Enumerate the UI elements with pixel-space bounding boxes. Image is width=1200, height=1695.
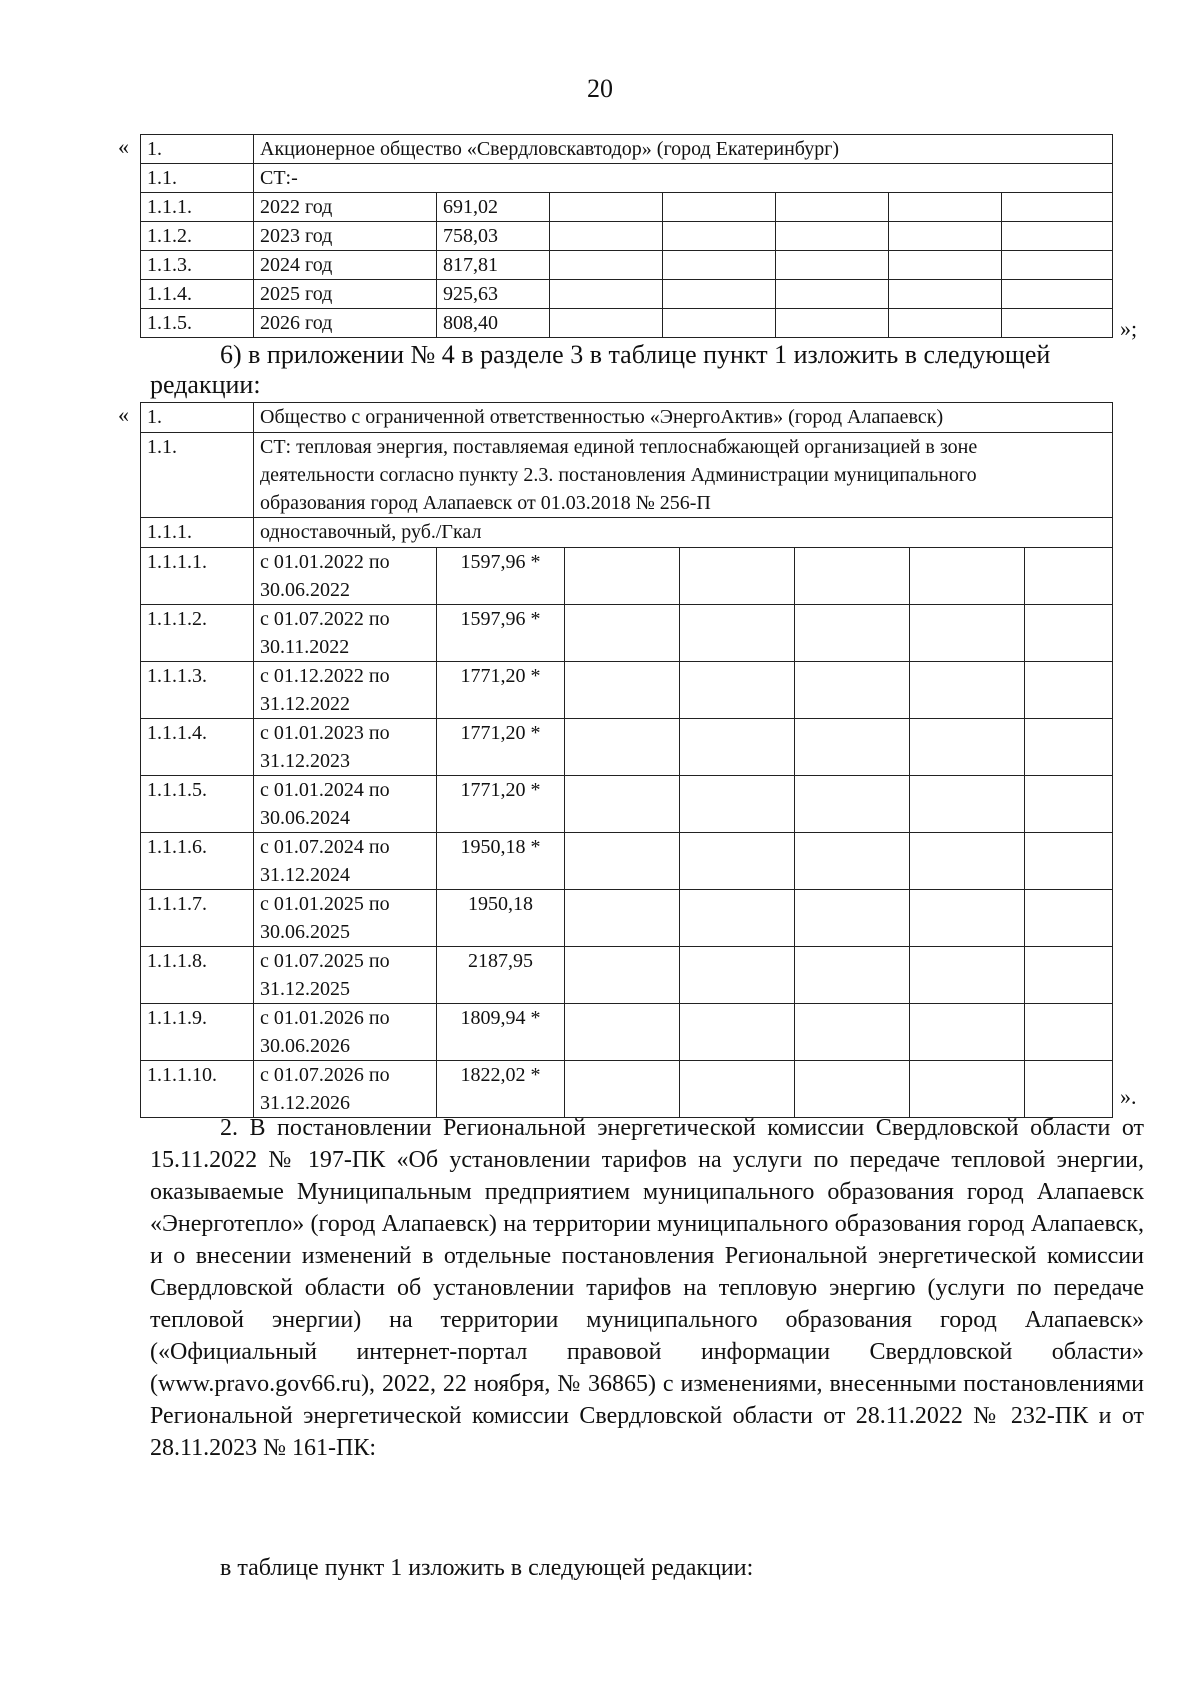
table-row [141,890,1113,947]
period-end: 30.06.2026 [260,1035,350,1057]
period-cell [254,605,437,662]
period-start: с 01.07.2022 по [260,608,390,630]
table-row [141,433,1113,518]
table-row [141,309,1113,338]
period-start: с 01.01.2025 по [260,893,390,915]
page-number: 20 [587,74,613,103]
value-cell: 2187,95 [437,947,565,1004]
st-label: СТ:- [254,164,1113,193]
row-number: 1.1. [141,433,254,518]
period-end: 30.06.2024 [260,807,350,829]
paragraph-last: в таблице пункт 1 изложить в следующей редакции: [220,1555,754,1581]
period-start: с 01.01.2024 по [260,779,390,801]
row-number: 1.1.3. [141,251,254,280]
value-cell: 1822,02 * [437,1061,565,1118]
table-row [141,164,1113,193]
period-end: 30.11.2022 [260,636,350,658]
period-start: с 01.01.2022 по [260,551,390,573]
row-number: 1.1.1. [141,518,254,548]
period-start: с 01.07.2024 по [260,836,390,858]
org-name: Акционерное общество «Свердловскавтодор» (город Екатеринбург) [254,135,1113,164]
row-number: 1.1.1.10. [141,1061,254,1118]
row-number: 1.1.1.9. [141,1004,254,1061]
year-cell: 2023 год [254,222,437,251]
table-row [141,719,1113,776]
period-cell [254,833,437,890]
value-cell: 758,03 [437,222,550,251]
value-cell: 1597,96 * [437,605,565,662]
value-cell: 1950,18 [437,890,565,947]
period-end: 30.06.2022 [260,579,350,601]
paragraph-6-line1: 6) в приложении № 4 в разделе 3 в таблице пункт 1 изложить в следующей [220,340,1051,369]
year-cell: 2024 год [254,251,437,280]
period-start: с 01.07.2025 по [260,950,390,972]
table-row [141,518,1113,548]
org-name: Общество с ограниченной ответственностью «ЭнергоАктив» (город Алапаевск) [254,403,1113,433]
table-row [141,776,1113,833]
row-number: 1. [141,403,254,433]
paragraph-6 [150,340,1144,400]
table-row [141,833,1113,890]
period-start: с 01.01.2026 по [260,1007,390,1029]
table-svaerdlovskavtodor [140,134,1113,338]
paragraph-6-line2: редакции: [150,370,261,399]
table-row [141,193,1113,222]
period-cell [254,662,437,719]
row-number: 1.1.2. [141,222,254,251]
value-cell: 1771,20 * [437,776,565,833]
period-end: 31.12.2026 [260,1092,350,1114]
table-row [141,548,1113,605]
row-number: 1.1.1.3. [141,662,254,719]
table-row [141,662,1113,719]
row-number: 1.1.4. [141,280,254,309]
table-energoaktiv [140,402,1113,1118]
period-start: с 01.01.2023 по [260,722,390,744]
paragraph-2: 2. В постановлении Региональной энергетической комиссии Свердловской области от 15.11.2022 № 197-ПК «Об установлении тарифов на услуги по передаче тепловой энергии, оказываемые Муниципальным предприятием муниципального образования город Алапаевск «Энерготепло» (город Алапаевск) на территории муниципального образования город Алапаевск, и о внесении изменений в отдельные постановления Региональной энергетической комиссии Свердловской области об установлении тарифов на тепловую энергию (услуги по передаче тепловой энергии) на территории муниципального образования город Алапаевск» («Официальный интернет-портал правовой информации Свердловской области» (www.pravo.gov66.ru), 2022, 22 ноября, № 36865) с изменениями, внесенными постановлениями Региональной энергетической комиссии Свердловской области от 28.11.2022 № 232-ПК и от 28.11.2023 № 161-ПК: [150,1115,1144,1461]
period-cell [254,776,437,833]
row-number: 1.1.1.5. [141,776,254,833]
table-row [141,251,1113,280]
row-number: 1.1.5. [141,309,254,338]
row-number: 1.1.1.2. [141,605,254,662]
row-number: 1.1. [141,164,254,193]
value-cell: 691,02 [437,193,550,222]
table-row [141,222,1113,251]
value-cell: 925,63 [437,280,550,309]
st-description: СТ: тепловая энергия, поставляемая единой теплоснабжающей организацией в зоне деятельности согласно пункту 2.3. постановления Администрации муниципального образования город Алапаевск от 01.03.2018 № 256-П [254,433,1113,518]
period-end: 31.12.2023 [260,750,350,772]
period-end: 30.06.2025 [260,921,350,943]
value-cell: 1809,94 * [437,1004,565,1061]
year-cell: 2022 год [254,193,437,222]
period-cell [254,719,437,776]
row-number: 1.1.1.1. [141,548,254,605]
year-cell: 2026 год [254,309,437,338]
period-cell [254,548,437,605]
year-cell: 2025 год [254,280,437,309]
value-cell: 817,81 [437,251,550,280]
value-cell: 1771,20 * [437,662,565,719]
row-number: 1.1.1.8. [141,947,254,1004]
value-cell: 808,40 [437,309,550,338]
table-row [141,280,1113,309]
table-row [141,947,1113,1004]
period-end: 31.12.2022 [260,693,350,715]
table2-close-quote: ». [1120,1084,1137,1109]
value-cell: 1771,20 * [437,719,565,776]
period-cell [254,947,437,1004]
value-cell: 1950,18 * [437,833,565,890]
row-number: 1.1.1.6. [141,833,254,890]
period-end: 31.12.2025 [260,978,350,1000]
period-cell [254,1004,437,1061]
table-row [141,1061,1113,1118]
period-start: с 01.12.2022 по [260,665,390,687]
table-row [141,135,1113,164]
table1-open-quote: « [118,134,129,159]
period-cell [254,1061,437,1118]
table-row [141,605,1113,662]
tariff-type: одноставочный, руб./Гкал [254,518,1113,548]
row-number: 1. [141,135,254,164]
table1-close-quote: »; [1120,316,1138,341]
row-number: 1.1.1. [141,193,254,222]
period-cell [254,890,437,947]
period-start: с 01.07.2026 по [260,1064,390,1086]
row-number: 1.1.1.7. [141,890,254,947]
table2-open-quote: « [118,402,129,427]
table-row [141,403,1113,433]
row-number: 1.1.1.4. [141,719,254,776]
period-end: 31.12.2024 [260,864,350,886]
value-cell: 1597,96 * [437,548,565,605]
table-row [141,1004,1113,1061]
